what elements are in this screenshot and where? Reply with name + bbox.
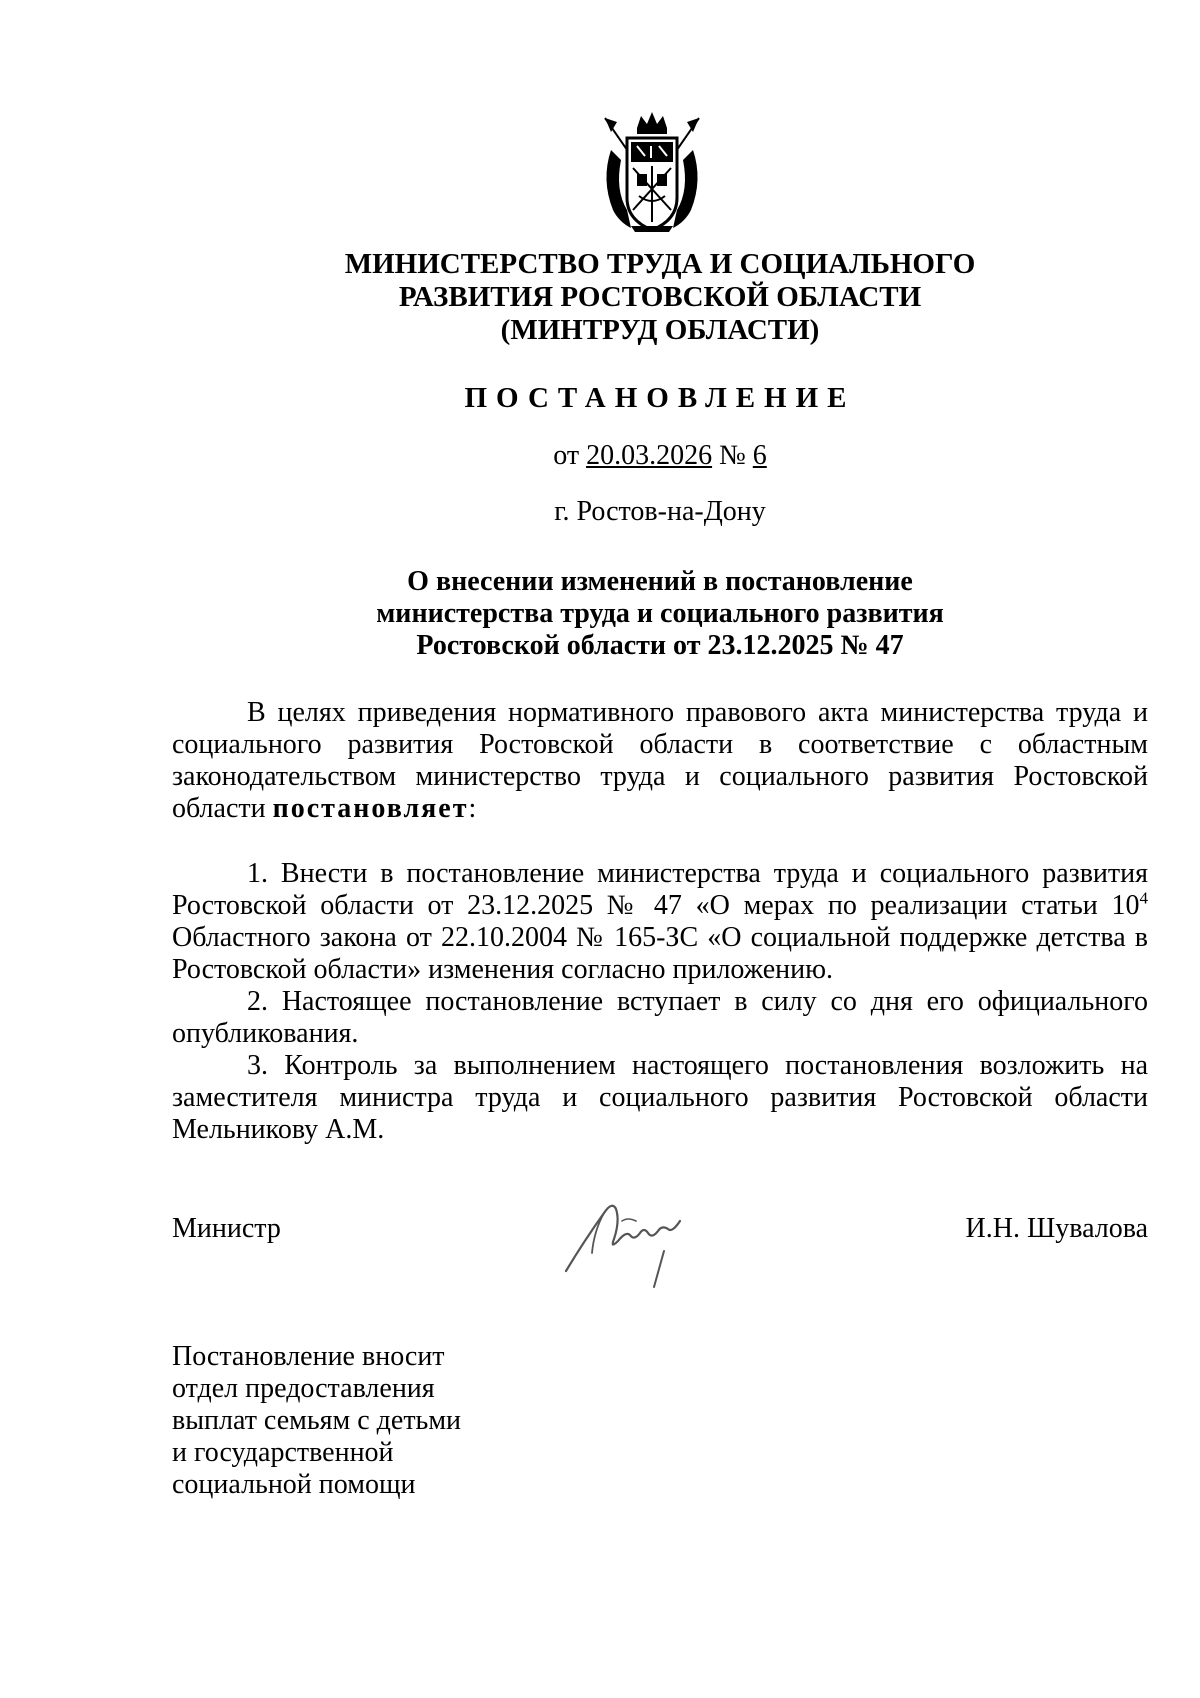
signature-block [172,1213,1148,1313]
footer-line2: отдел предоставления [172,1373,435,1404]
document-number: 6 [752,440,767,471]
ministry-name [172,248,1148,347]
ministry-name-line1: МИНИСТЕРСТВО ТРУДА И СОЦИАЛЬНОГО [344,248,976,280]
decree-item-1-text-cont: Областного закона от 22.10.2004 № 165-ЗС «О социальной поддержке детства в Ростовской области» изменения согласно приложению. [172,922,1148,985]
footer-line1: Постановление вносит [172,1341,445,1372]
submitting-department-note [172,1341,572,1501]
coat-of-arms-icon [597,110,707,235]
footer-line3: выплат семьям с детьми [172,1405,462,1436]
intro-colon: : [468,793,477,824]
signatory-name: И.Н. Шувалова [965,1213,1148,1244]
date-prefix: от [553,440,580,471]
signatory-title: Министр [172,1213,281,1244]
intro-text: В целях приведения нормативного правового акта министерства труда и социального развития Ростовской области в соответствие с областным законодательством министерство труда и социального развития Ростовской области [172,697,1148,824]
decree-item-2: 2. Настоящее постановление вступает в силу со дня его официального опубликования. [172,986,1148,1049]
ministry-name-line2: РАЗВИТИЯ РОСТОВСКОЙ ОБЛАСТИ [398,281,922,313]
ministry-name-line3: (МИНТРУД ОБЛАСТИ) [500,314,820,346]
decree-item-1 [172,858,1148,986]
city: г. Ростов-на-Дону [554,496,766,527]
number-sign: № [719,440,746,471]
subject-line3: Ростовской области от 23.12.2025 № 47 [416,630,904,661]
date-number-line [172,440,1148,472]
article-superscript: 4 [1139,888,1148,908]
footer-line5: социальной помощи [172,1469,416,1500]
document-type: ПОСТАНОВЛЕНИЕ [464,382,856,414]
decree-item-1-text: 1. Внести в постановление министерства труда и социального развития Ростовской области от 23.12.2025 № 47 «О мерах по реализации статьи 10 [172,858,1148,921]
intro-decree-word: постановляет [272,793,469,824]
subject-line2: министерства труда и социального развития [376,598,944,629]
document-subject [172,566,1148,662]
footer-line4: и государственной [172,1437,394,1468]
handwritten-signature [564,1191,704,1291]
intro-paragraph [172,697,1148,825]
document-date: 20.03.2026 [586,440,713,471]
subject-line1: О внесении изменений в постановление [407,566,913,597]
decree-item-3: 3. Контроль за выполнением настоящего постановления возложить на заместителя министра труда и социального развития Ростовской области Мельникову А.М. [172,1050,1148,1145]
decree-items [172,858,1148,1146]
